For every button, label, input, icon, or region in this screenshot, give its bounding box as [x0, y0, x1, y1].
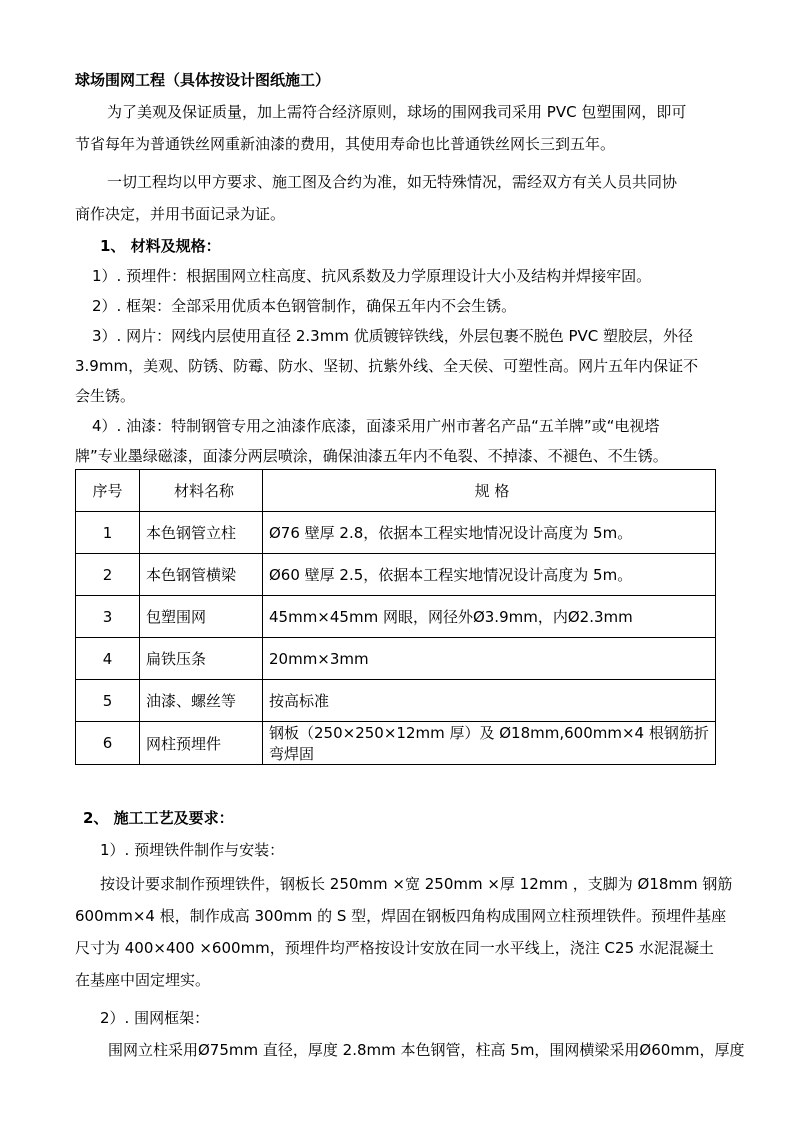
intro-line: 商作决定，并用书面记录为证。 — [75, 205, 286, 223]
row-specification: Ø60 壁厚 2.5，依据本工程实地情况设计高度为 5m。 — [263, 554, 716, 596]
row-material-name: 本色钢管立柱 — [140, 512, 263, 554]
intro-line: 为了美观及保证质量，加上需符合经济原则，球场的围网我司采用 PVC 包塑围网，即可 — [107, 103, 687, 121]
section1-line: 牌”专业墨绿磁漆，面漆分两层喷涂，确保油漆五年内不龟裂、不掉漆、不褪色、不生锈。 — [75, 447, 668, 465]
section2-paragraph-line: 在基座中固定埋实。 — [75, 971, 211, 989]
row-specification: 钢板（250×250×12mm 厚）及 Ø18mm,600mm×4 根钢筋折弯焊固 — [263, 722, 716, 765]
row-number: 5 — [76, 680, 140, 722]
row-material-name: 扁铁压条 — [140, 638, 263, 680]
section1-line: 3.9mm，美观、防锈、防霉、防水、坚韧、抗紫外线、全天侯、可塑性高。网片五年内保证不 — [75, 357, 699, 375]
intro-line: 节省每年为普通铁丝网重新油漆的费用，其使用寿命也比普通铁丝网长三到五年。 — [75, 135, 616, 153]
section2-heading: 2、 施工工艺及要求： — [83, 809, 234, 827]
section1-line: 4）. 油漆：特制钢管专用之油漆作底漆，面漆采用广州市著名产品“五羊牌”或“电视塔 — [92, 417, 660, 435]
table-row — [76, 722, 716, 765]
row-specification: 45mm×45mm 网眼，网径外Ø3.9mm，内Ø2.3mm — [263, 596, 716, 638]
table-row — [76, 512, 716, 554]
row-specification: 20mm×3mm — [263, 638, 716, 680]
row-number: 2 — [76, 554, 140, 596]
section1-line: 会生锈。 — [75, 387, 136, 405]
section2-subheading: 1）. 预埋铁件制作与安装： — [100, 841, 285, 859]
row-material-name: 包塑围网 — [140, 596, 263, 638]
table-header-row — [76, 470, 716, 512]
section2-paragraph-line: 尺寸为 400×400 ×600mm，预埋件均严格按设计安放在同一水平线上，浇注 C25 水泥混凝土 — [75, 939, 714, 957]
header-number: 序号 — [76, 470, 140, 512]
row-number: 1 — [76, 512, 140, 554]
row-number: 6 — [76, 722, 140, 765]
intro-line: 一切工程均以甲方要求、施工图及合约为准，如无特殊情况，需经双方有关人员共同协 — [107, 173, 678, 191]
table-row — [76, 638, 716, 680]
section1-line: 3）. 网片：网线内层使用直径 2.3mm 优质镀锌铁线，外层包裹不脱色 PVC 塑胶层，外径 — [92, 327, 694, 345]
row-specification: 按高标准 — [263, 680, 716, 722]
row-number: 4 — [76, 638, 140, 680]
table-row — [76, 554, 716, 596]
header-material-name: 材料名称 — [140, 470, 263, 512]
row-number: 3 — [76, 596, 140, 638]
row-material-name: 油漆、螺丝等 — [140, 680, 263, 722]
section1-line: 2）. 框架：全部采用优质本色钢管制作，确保五年内不会生锈。 — [92, 297, 517, 315]
table-row — [76, 596, 716, 638]
row-material-name: 网柱预埋件 — [140, 722, 263, 765]
section1-line: 1）. 预埋件：根据围网立柱高度、抗风系数及力学原理设计大小及结构并焊接牢固。 — [92, 267, 652, 285]
section1-heading: 1、 材料及规格： — [100, 237, 221, 255]
section2-paragraph-line: 围网立柱采用Ø75mm 直径，厚度 2.8mm 本色钢管，柱高 5m，围网横梁采用Ø60mm，厚度 — [108, 1041, 745, 1059]
row-specification: Ø76 壁厚 2.8，依据本工程实地情况设计高度为 5m。 — [263, 512, 716, 554]
section2-paragraph-line: 600mm×4 根，制作成高 300mm 的 S 型，焊固在钢板四角构成围网立柱预埋铁件。预埋件基座 — [75, 907, 727, 925]
header-specification: 规 格 — [263, 470, 716, 512]
table-row — [76, 680, 716, 722]
row-material-name: 本色钢管横梁 — [140, 554, 263, 596]
section2-subheading: 2）. 围网框架： — [100, 1009, 210, 1027]
section2-paragraph-line: 按设计要求制作预埋铁件，钢板长 250mm ×宽 250mm ×厚 12mm ，支脚为 Ø18mm 钢筋 — [100, 875, 733, 893]
document-title: 球场围网工程（具体按设计图纸施工） — [75, 71, 331, 89]
spec-table — [75, 469, 716, 765]
